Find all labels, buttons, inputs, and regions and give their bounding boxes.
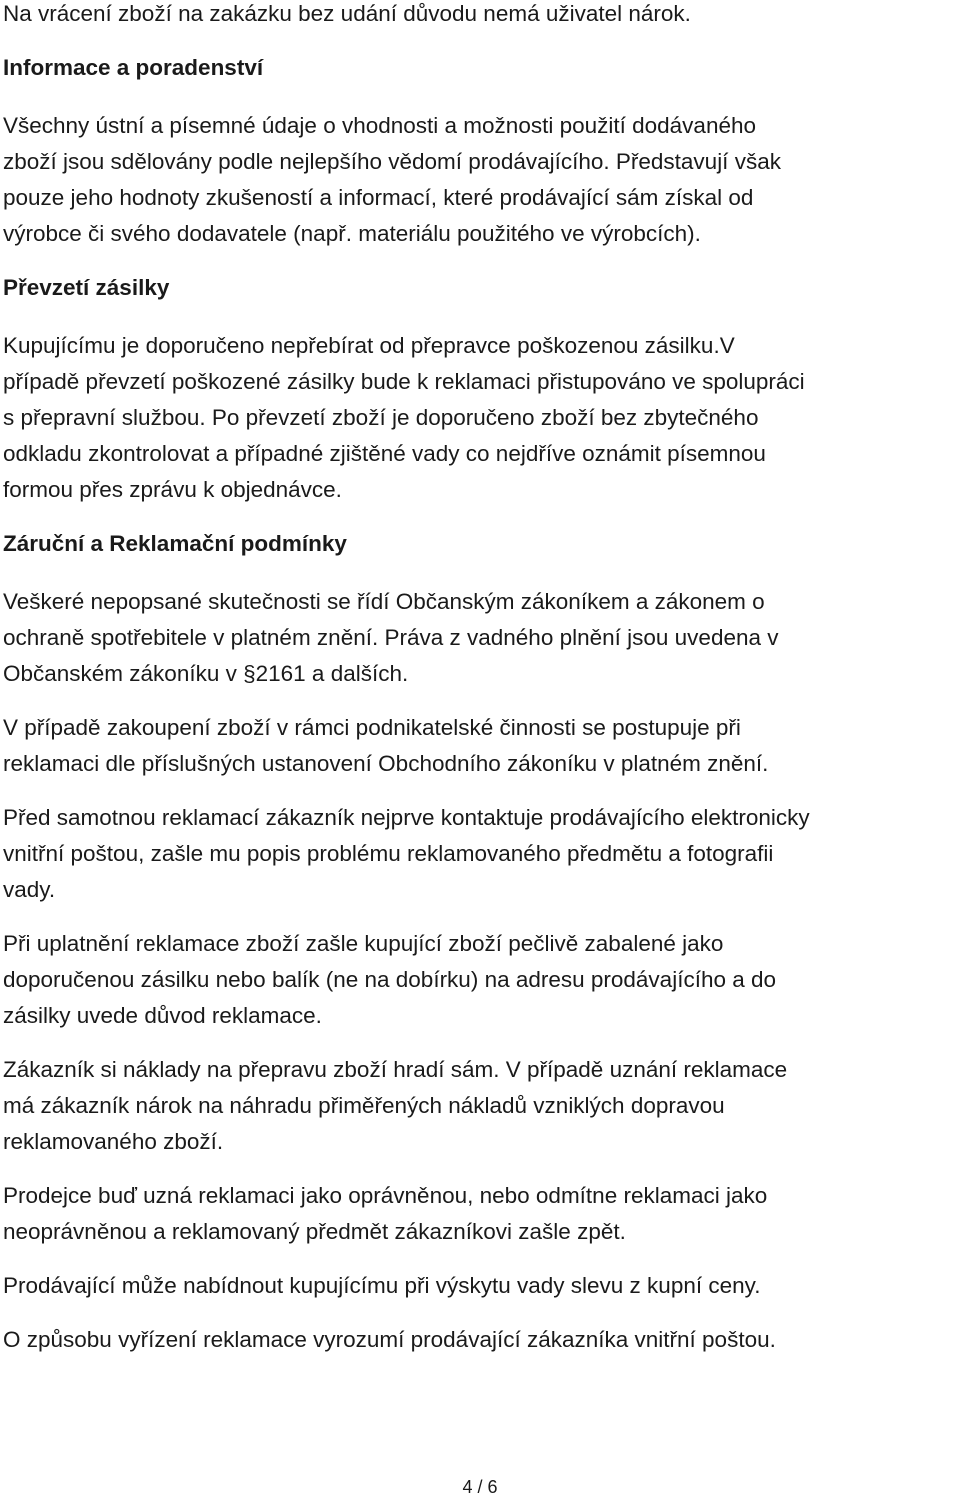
section-heading-warranty: Záruční a Reklamační podmínky <box>3 531 347 556</box>
information-paragraph: Všechny ústní a písemné údaje o vhodnosti a možnosti použití dodávaného zboží jsou sdělovány podle nejlepšího vědomí prodávajícího. Představují však pouze jeho hodnoty zkušeností a informací, které prodávající sám získal od výrobce či svého dodavatele (např. materiálu použitého ve výrobcích). <box>3 113 781 246</box>
warranty-paragraph: Zákazník si náklady na přepravu zboží hradí sám. V případě uznání reklamace má zákazník nárok na náhradu přiměřených nákladů vzniklých dopravou reklamovaného zboží. <box>3 1057 788 1154</box>
delivery-paragraph: Kupujícímu je doporučeno nepřebírat od přepravce poškozenou zásilku.V případě převzetí poškozené zásilky bude k reklamaci přistupováno ve spolupráci s přepravní službou. Po převzetí zboží je doporučeno zboží bez zbytečného odkladu zkontrolovat a případné zjištěné vady co nejdříve oznámit písemnou formou přes zprávu k objednávce. <box>3 333 805 502</box>
warranty-paragraph: V případě zakoupení zboží v rámci podnikatelské činnosti se postupuje při reklamaci dle příslušných ustanovení Obchodního zákoníku v platném znění. <box>3 715 769 776</box>
warranty-paragraph: Prodávající může nabídnout kupujícímu při výskytu vady slevu z kupní ceny. <box>3 1273 761 1298</box>
warranty-paragraph: Veškeré nepopsané skutečnosti se řídí Občanským zákoníkem a zákonem o ochraně spotřebitele v platném znění. Práva z vadného plnění jsou uvedena v Občanském zákoníku v §2161 a dalších. <box>3 589 779 686</box>
page-number: 4 / 6 <box>462 1477 498 1497</box>
document-page <box>3 0 953 1376</box>
intro-paragraph: Na vrácení zboží na zakázku bez udání důvodu nemá uživatel nárok. <box>3 1 691 26</box>
warranty-paragraph: O způsobu vyřízení reklamace vyrozumí prodávající zákazníka vnitřní poštou. <box>3 1327 776 1352</box>
section-heading-delivery: Převzetí zásilky <box>3 275 170 300</box>
warranty-paragraph: Při uplatnění reklamace zboží zašle kupující zboží pečlivě zabalené jako doporučenou zásilku nebo balík (ne na dobírku) na adresu prodávajícího a do zásilky uvede důvod reklamace. <box>3 931 777 1028</box>
section-heading-information: Informace a poradenství <box>3 55 264 80</box>
warranty-paragraph: Prodejce buď uzná reklamaci jako oprávněnou, nebo odmítne reklamaci jako neoprávněnou a reklamovaný předmět zákazníkovi zašle zpět. <box>3 1183 768 1244</box>
warranty-paragraph: Před samotnou reklamací zákazník nejprve kontaktuje prodávajícího elektronicky vnitřní poštou, zašle mu popis problému reklamovaného předmětu a fotografii vady. <box>3 805 810 902</box>
